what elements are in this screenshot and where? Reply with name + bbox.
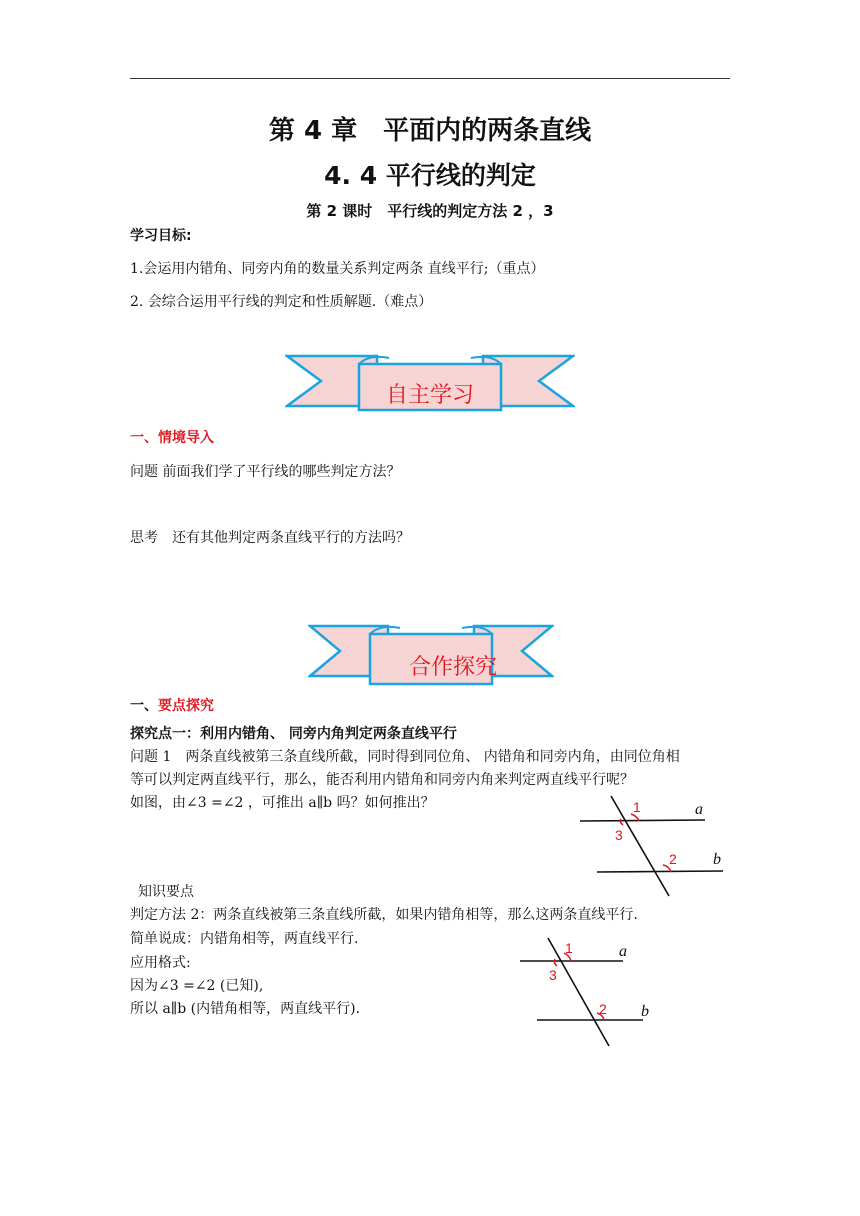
explore-heading-prefix: 一、	[130, 698, 158, 714]
angle-label-3: 3	[615, 827, 623, 843]
explore-heading-main: 要点探究	[158, 698, 214, 714]
problem-line-2: 等可以判定两直线平行，那么，能否利用内错角和同旁内角来判定两直线平行呢？	[130, 772, 634, 788]
objectives-heading: 学习目标:	[130, 228, 192, 244]
angle-label-2: 2	[669, 851, 677, 867]
cooperative-label: 合作探究	[408, 655, 497, 680]
angle-3-arc	[554, 959, 557, 966]
lesson-title: 第 2 课时 平行线的判定方法 2 ，3	[306, 202, 554, 220]
parallel-lines-diagram	[575, 792, 735, 900]
parallel-lines-diagram	[515, 932, 665, 1048]
angle-label-3: 3	[549, 967, 557, 983]
top-rule	[130, 78, 730, 79]
figure-question: 如图，由∠3 =∠2 ，可推出 a∥b 吗？如何推出？	[130, 795, 435, 811]
point1-title: 探究点一：利用内错角、 同旁内角判定两条直线平行	[130, 726, 457, 742]
parallel-lines-figure-1	[575, 792, 735, 900]
line-a	[580, 820, 705, 821]
explore-heading	[130, 696, 214, 716]
chapter-title: 第 4 章 平面内的两条直线	[268, 116, 592, 146]
self-study-banner	[285, 352, 575, 422]
angle-label-1: 1	[633, 799, 641, 815]
because-statement: 因为∠3 =∠2 (已知),	[130, 978, 264, 994]
therefore-statement: 所以 a∥b (内错角相等，两直线平行).	[130, 1001, 361, 1017]
problem-line-1: 问题 1 两条直线被第三条直线所截，同时得到同位角、 内错角和同旁内角，由同位角相	[130, 749, 680, 765]
situation-heading: 一、情境导入	[130, 430, 214, 446]
knowledge-heading: 知识要点	[138, 884, 194, 900]
line-label-b: b	[713, 851, 721, 868]
parallel-lines-figure-2	[515, 932, 665, 1048]
application-format: 应用格式:	[130, 955, 191, 971]
situation-question: 问题 前面我们学了平行线的哪些判定方法？	[130, 464, 401, 480]
cooperative-banner	[308, 622, 598, 692]
angle-label-1: 1	[565, 940, 573, 956]
line-b	[597, 871, 723, 872]
objective-item-1: 1.会运用内错角、同旁内角的数量关系判定两条 直线平行;（重点）	[130, 261, 545, 277]
line-label-a: a	[619, 943, 627, 960]
simple-statement: 简单说成：内错角相等，两直线平行.	[130, 931, 359, 947]
objective-item-2: 2. 会综合运用平行线的判定和性质解题.（难点）	[130, 294, 433, 310]
line-label-b: b	[641, 1003, 649, 1020]
situation-think: 思考 还有其他判定两条直线平行的方法吗？	[130, 530, 410, 546]
judgment-method-2: 判定方法 2：两条直线被第三条直线所截，如果内错角相等，那么这两条直线平行.	[130, 907, 638, 923]
line-label-a: a	[695, 801, 703, 818]
section-title: 4. 4 平行线的判定	[324, 161, 536, 190]
transversal-line	[548, 938, 609, 1046]
angle-label-2: 2	[599, 1001, 607, 1017]
self-study-label: 自主学习	[385, 383, 474, 408]
